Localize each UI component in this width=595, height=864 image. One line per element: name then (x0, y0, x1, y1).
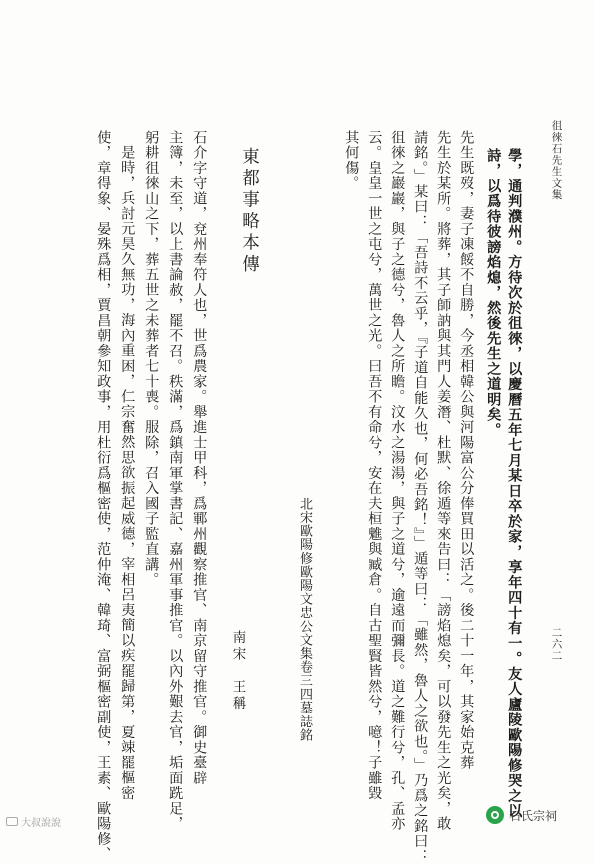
text-column: 使，章得象、晏殊爲相，賈昌朝參知政事，用杜衍爲樞密使，范仲淹、韓琦、富弼樞密副使，王素、歐陽修、 (95, 130, 112, 862)
source-citation: 北宋歐陽修歐陽文忠公文集卷三四墓誌銘 (297, 497, 312, 742)
text-column: 主簿，未至，以上書論赦，罷不召。秩滿，爲鎮南軍掌書記、嘉州軍事推官。以內外艱去官，垢面跣足， (167, 130, 184, 832)
watermark-left-text: 大叔說說 (21, 818, 61, 829)
weibo-icon (6, 817, 18, 826)
text-column: 詩，以爲待彼謗焰熄，然後先生之道明矣。 (485, 148, 502, 438)
wechat-icon (486, 806, 504, 824)
text-column: 躬耕徂徠山之下，葬五世之未葬者七十喪。服除，召入國子監直講。 (143, 130, 160, 588)
text-column: 其何傷。 (343, 130, 360, 191)
section-title: 東都事略本傳 (239, 147, 260, 276)
text-column: 學，通判濮州。方待次於徂徠，以慶曆五年七月某日卒於家，享年四十有一。友人廬陵歐陽修哭之以 (506, 148, 523, 819)
page-number: 二六二 (550, 627, 563, 662)
text-column: 是時，兵討元昊久無功，海內重困，仁宗奮然思欲振起威德，宰相呂夷簡以疾罷歸第，夏竦罷樞密 (119, 145, 136, 801)
text-column: 請銘。」某曰：「吾詩不云乎，『子道自能久也，何必吾銘！』」遁等曰：「雖然，魯人之欲也。」乃爲之銘曰： (412, 130, 429, 864)
watermark-left (6, 814, 61, 829)
text-column: 先生既歿，妻子凍餒不自勝，今丞相韓公與河陽富公分俸買田以活之。後二十一年，其家始克葬 (458, 130, 475, 771)
running-title: 徂徠石先生文集 (550, 120, 563, 201)
text-column: 云。皇皇一世之屯兮，萬世之光。曰吾不有命兮，安在夫桓魋與臧倉。自古聖賢皆然兮，噫！子雖毀 (366, 130, 383, 801)
text-column: 石介字守道，兗州奉符人也，世爲農家。舉進士甲科，爲鄆州觀察推官、南京留守推官。御史臺辟 (191, 130, 208, 786)
watermark-right (486, 806, 557, 824)
text-column: 徂徠之巖巖，與子之德兮，魯人之所瞻。汶水之湯湯，與子之道兮，逾遠而彌長。道之難行兮，孔、孟亦 (389, 130, 406, 832)
section-author: 南宋 王稱 (229, 630, 246, 713)
text-column: 先生於某所。將葬，其子師訥與其門人姜潛、杜默、徐遁等來告曰：「謗焰熄矣，可以發先生之光矣，敢 (435, 130, 452, 832)
watermark-right-text: 石氏宗祠 (509, 808, 558, 823)
